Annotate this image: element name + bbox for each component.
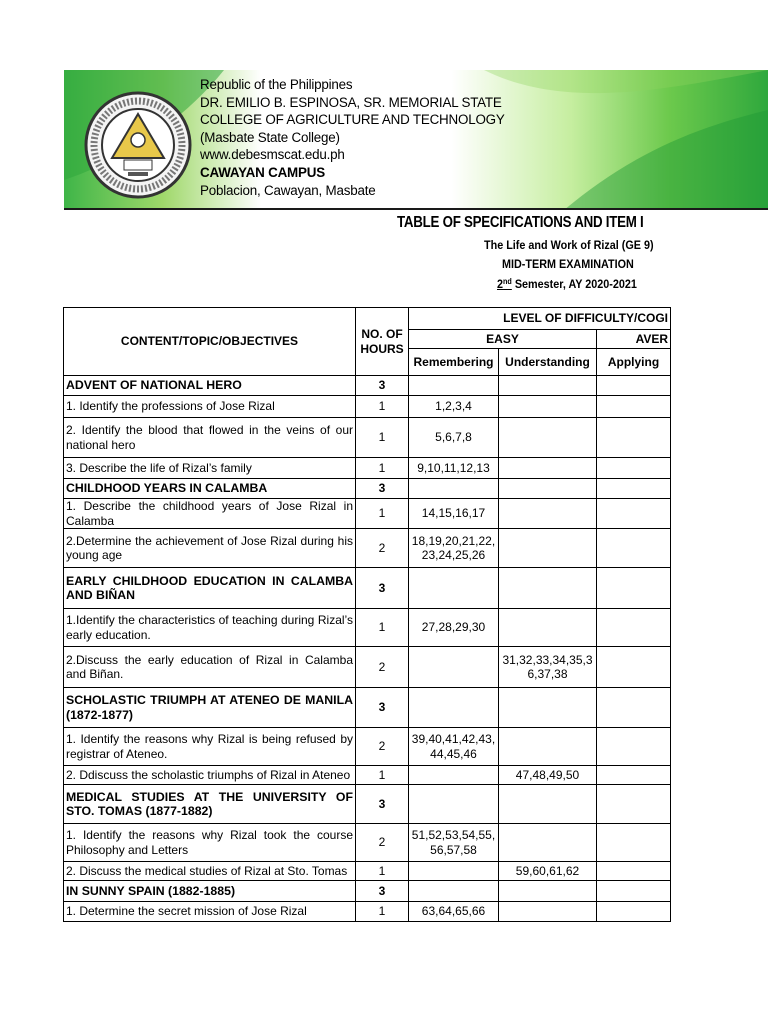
hours-cell: 2 xyxy=(356,529,409,568)
remembering-items-cell: 27,28,29,30 xyxy=(409,609,499,647)
objective-cell: 2. Discuss the medical studies of Rizal at Sto. Tomas xyxy=(64,862,356,881)
understanding-items-cell xyxy=(499,529,597,568)
hours-cell: 1 xyxy=(356,862,409,881)
remembering-items-cell: 18,19,20,21,22, 23,24,25,26 xyxy=(409,529,499,568)
understanding-items-cell xyxy=(499,688,597,728)
remembering-items-cell xyxy=(409,647,499,688)
remembering-items-cell: 9,10,11,12,13 xyxy=(409,458,499,479)
understanding-items-cell xyxy=(499,568,597,609)
applying-items-cell xyxy=(597,728,671,766)
topic-row xyxy=(64,785,671,824)
applying-items-cell xyxy=(597,881,671,902)
understanding-items-cell: 59,60,61,62 xyxy=(499,862,597,881)
understanding-items-cell xyxy=(499,728,597,766)
hours-cell: 1 xyxy=(356,609,409,647)
header-average: AVER xyxy=(597,330,671,349)
hours-cell: 1 xyxy=(356,396,409,418)
header-campus: CAWAYAN CAMPUS xyxy=(200,164,325,180)
applying-items-cell xyxy=(597,824,671,862)
header-address: Poblacion, Cawayan, Masbate xyxy=(200,182,376,198)
hours-cell: 3 xyxy=(356,688,409,728)
applying-items-cell xyxy=(597,529,671,568)
understanding-items-cell xyxy=(499,785,597,824)
topic-row xyxy=(64,881,671,902)
header-line: Republic of the Philippines xyxy=(200,77,353,92)
understanding-items-cell xyxy=(499,824,597,862)
objective-cell: CHILDHOOD YEARS IN CALAMBA xyxy=(64,479,356,499)
hours-cell: 1 xyxy=(356,766,409,785)
remembering-items-cell: 5,6,7,8 xyxy=(409,418,499,458)
objective-row xyxy=(64,862,671,881)
hours-cell: 3 xyxy=(356,376,409,396)
remembering-items-cell xyxy=(409,785,499,824)
understanding-items-cell xyxy=(499,458,597,479)
applying-items-cell xyxy=(597,766,671,785)
objective-cell: 1. Identify the professions of Jose Rizal xyxy=(64,396,356,418)
understanding-items-cell xyxy=(499,396,597,418)
header-applying: Applying xyxy=(597,349,671,376)
remembering-items-cell xyxy=(409,862,499,881)
applying-items-cell xyxy=(597,568,671,609)
header-remembering: Remembering xyxy=(409,349,499,376)
hours-cell: 2 xyxy=(356,824,409,862)
understanding-items-cell xyxy=(499,376,597,396)
applying-items-cell xyxy=(597,862,671,881)
applying-items-cell xyxy=(597,609,671,647)
understanding-items-cell xyxy=(499,418,597,458)
applying-items-cell xyxy=(597,647,671,688)
applying-items-cell xyxy=(597,396,671,418)
topic-row xyxy=(64,479,671,499)
header-easy: EASY xyxy=(409,330,597,349)
understanding-items-cell xyxy=(499,881,597,902)
hours-cell: 3 xyxy=(356,785,409,824)
hours-cell: 1 xyxy=(356,418,409,458)
remembering-items-cell xyxy=(409,568,499,609)
remembering-items-cell xyxy=(409,376,499,396)
objective-cell: 3. Describe the life of Rizal’s family xyxy=(64,458,356,479)
header-line: (Masbate State College) xyxy=(200,129,340,145)
objective-cell: MEDICAL STUDIES AT THE UNIVERSITY OF STO. TOMAS (1877-1882) xyxy=(64,785,356,824)
objective-row xyxy=(64,396,671,418)
hours-cell: 2 xyxy=(356,647,409,688)
semester-text: Semester, AY 2020-2021 xyxy=(511,277,637,291)
hours-cell: 1 xyxy=(356,902,409,922)
objective-row xyxy=(64,728,671,766)
objective-cell: IN SUNNY SPAIN (1882-1885) xyxy=(64,881,356,902)
semester-title xyxy=(497,277,637,291)
objective-row xyxy=(64,418,671,458)
header-line: COLLEGE OF AGRICULTURE AND TECHNOLOGY xyxy=(200,112,505,128)
objective-row xyxy=(64,609,671,647)
hours-cell: 1 xyxy=(356,458,409,479)
college-seal-icon xyxy=(84,88,192,202)
understanding-items-cell xyxy=(499,902,597,922)
topic-row xyxy=(64,376,671,396)
objective-cell: 2.Determine the achievement of Jose Rizal during his young age xyxy=(64,529,356,568)
understanding-items-cell xyxy=(499,609,597,647)
understanding-items-cell: 47,48,49,50 xyxy=(499,766,597,785)
remembering-items-cell: 1,2,3,4 xyxy=(409,396,499,418)
remembering-items-cell xyxy=(409,881,499,902)
header-level-of-difficulty: LEVEL OF DIFFICULTY/COGI xyxy=(409,308,671,330)
semester-suffix: nd xyxy=(503,277,512,286)
course-title: The Life and Work of Rizal (GE 9) xyxy=(484,238,654,252)
remembering-items-cell xyxy=(409,688,499,728)
applying-items-cell xyxy=(597,902,671,922)
document-title: TABLE OF SPECIFICATIONS AND ITEM I xyxy=(397,214,644,231)
header-website: www.debesmscat.edu.ph xyxy=(200,147,345,163)
applying-items-cell xyxy=(597,418,671,458)
objective-cell: 1. Identify the reasons why Rizal is being refused by registrar of Ateneo. xyxy=(64,728,356,766)
objective-row xyxy=(64,766,671,785)
remembering-items-cell: 63,64,65,66 xyxy=(409,902,499,922)
remembering-items-cell: 14,15,16,17 xyxy=(409,499,499,529)
objective-cell: ADVENT OF NATIONAL HERO xyxy=(64,376,356,396)
understanding-items-cell: 31,32,33,34,35,3 6,37,38 xyxy=(499,647,597,688)
objective-cell: 2. Ddiscuss the scholastic triumphs of Rizal in Ateneo xyxy=(64,766,356,785)
objective-row xyxy=(64,529,671,568)
applying-items-cell xyxy=(597,499,671,529)
understanding-items-cell xyxy=(499,479,597,499)
topic-row xyxy=(64,688,671,728)
objective-cell: EARLY CHILDHOOD EDUCATION IN CALAMBA AND BIÑAN xyxy=(64,568,356,609)
remembering-items-cell xyxy=(409,766,499,785)
header-hours: NO. OF HOURS xyxy=(356,308,409,376)
hours-cell: 1 xyxy=(356,499,409,529)
objective-cell: 1.Identify the characteristics of teaching during Rizal’s early education. xyxy=(64,609,356,647)
header-objectives: CONTENT/TOPIC/OBJECTIVES xyxy=(64,308,356,376)
applying-items-cell xyxy=(597,688,671,728)
header-line: DR. EMILIO B. ESPINOSA, SR. MEMORIAL STATE xyxy=(200,94,502,110)
objective-cell: 1. Describe the childhood years of Jose Rizal in Calamba xyxy=(64,499,356,529)
objective-cell: 1. Determine the secret mission of Jose Rizal xyxy=(64,902,356,922)
topic-row xyxy=(64,568,671,609)
semester-number: 2 xyxy=(497,277,504,291)
exam-title: MID-TERM EXAMINATION xyxy=(502,257,634,271)
remembering-items-cell: 51,52,53,54,55, 56,57,58 xyxy=(409,824,499,862)
hours-cell: 3 xyxy=(356,568,409,609)
applying-items-cell xyxy=(597,458,671,479)
understanding-items-cell xyxy=(499,499,597,529)
objective-cell: SCHOLASTIC TRIUMPH AT ATENEO DE MANILA (1872-1877) xyxy=(64,688,356,728)
remembering-items-cell xyxy=(409,479,499,499)
objective-row xyxy=(64,647,671,688)
hours-cell: 3 xyxy=(356,479,409,499)
objective-cell: 2.Discuss the early education of Rizal in Calamba and Biñan. xyxy=(64,647,356,688)
objective-cell: 1. Identify the reasons why Rizal took the course Philosophy and Letters xyxy=(64,824,356,862)
specifications-table xyxy=(63,307,671,922)
applying-items-cell xyxy=(597,479,671,499)
hours-cell: 2 xyxy=(356,728,409,766)
applying-items-cell xyxy=(597,376,671,396)
objective-row xyxy=(64,824,671,862)
objective-row xyxy=(64,902,671,922)
banner-divider xyxy=(64,208,768,210)
header-understanding: Understanding xyxy=(499,349,597,376)
objective-cell: 2. Identify the blood that flowed in the veins of our national hero xyxy=(64,418,356,458)
institution-header xyxy=(200,76,505,199)
remembering-items-cell: 39,40,41,42,43, 44,45,46 xyxy=(409,728,499,766)
hours-cell: 3 xyxy=(356,881,409,902)
applying-items-cell xyxy=(597,785,671,824)
objective-row xyxy=(64,499,671,529)
objective-row xyxy=(64,458,671,479)
